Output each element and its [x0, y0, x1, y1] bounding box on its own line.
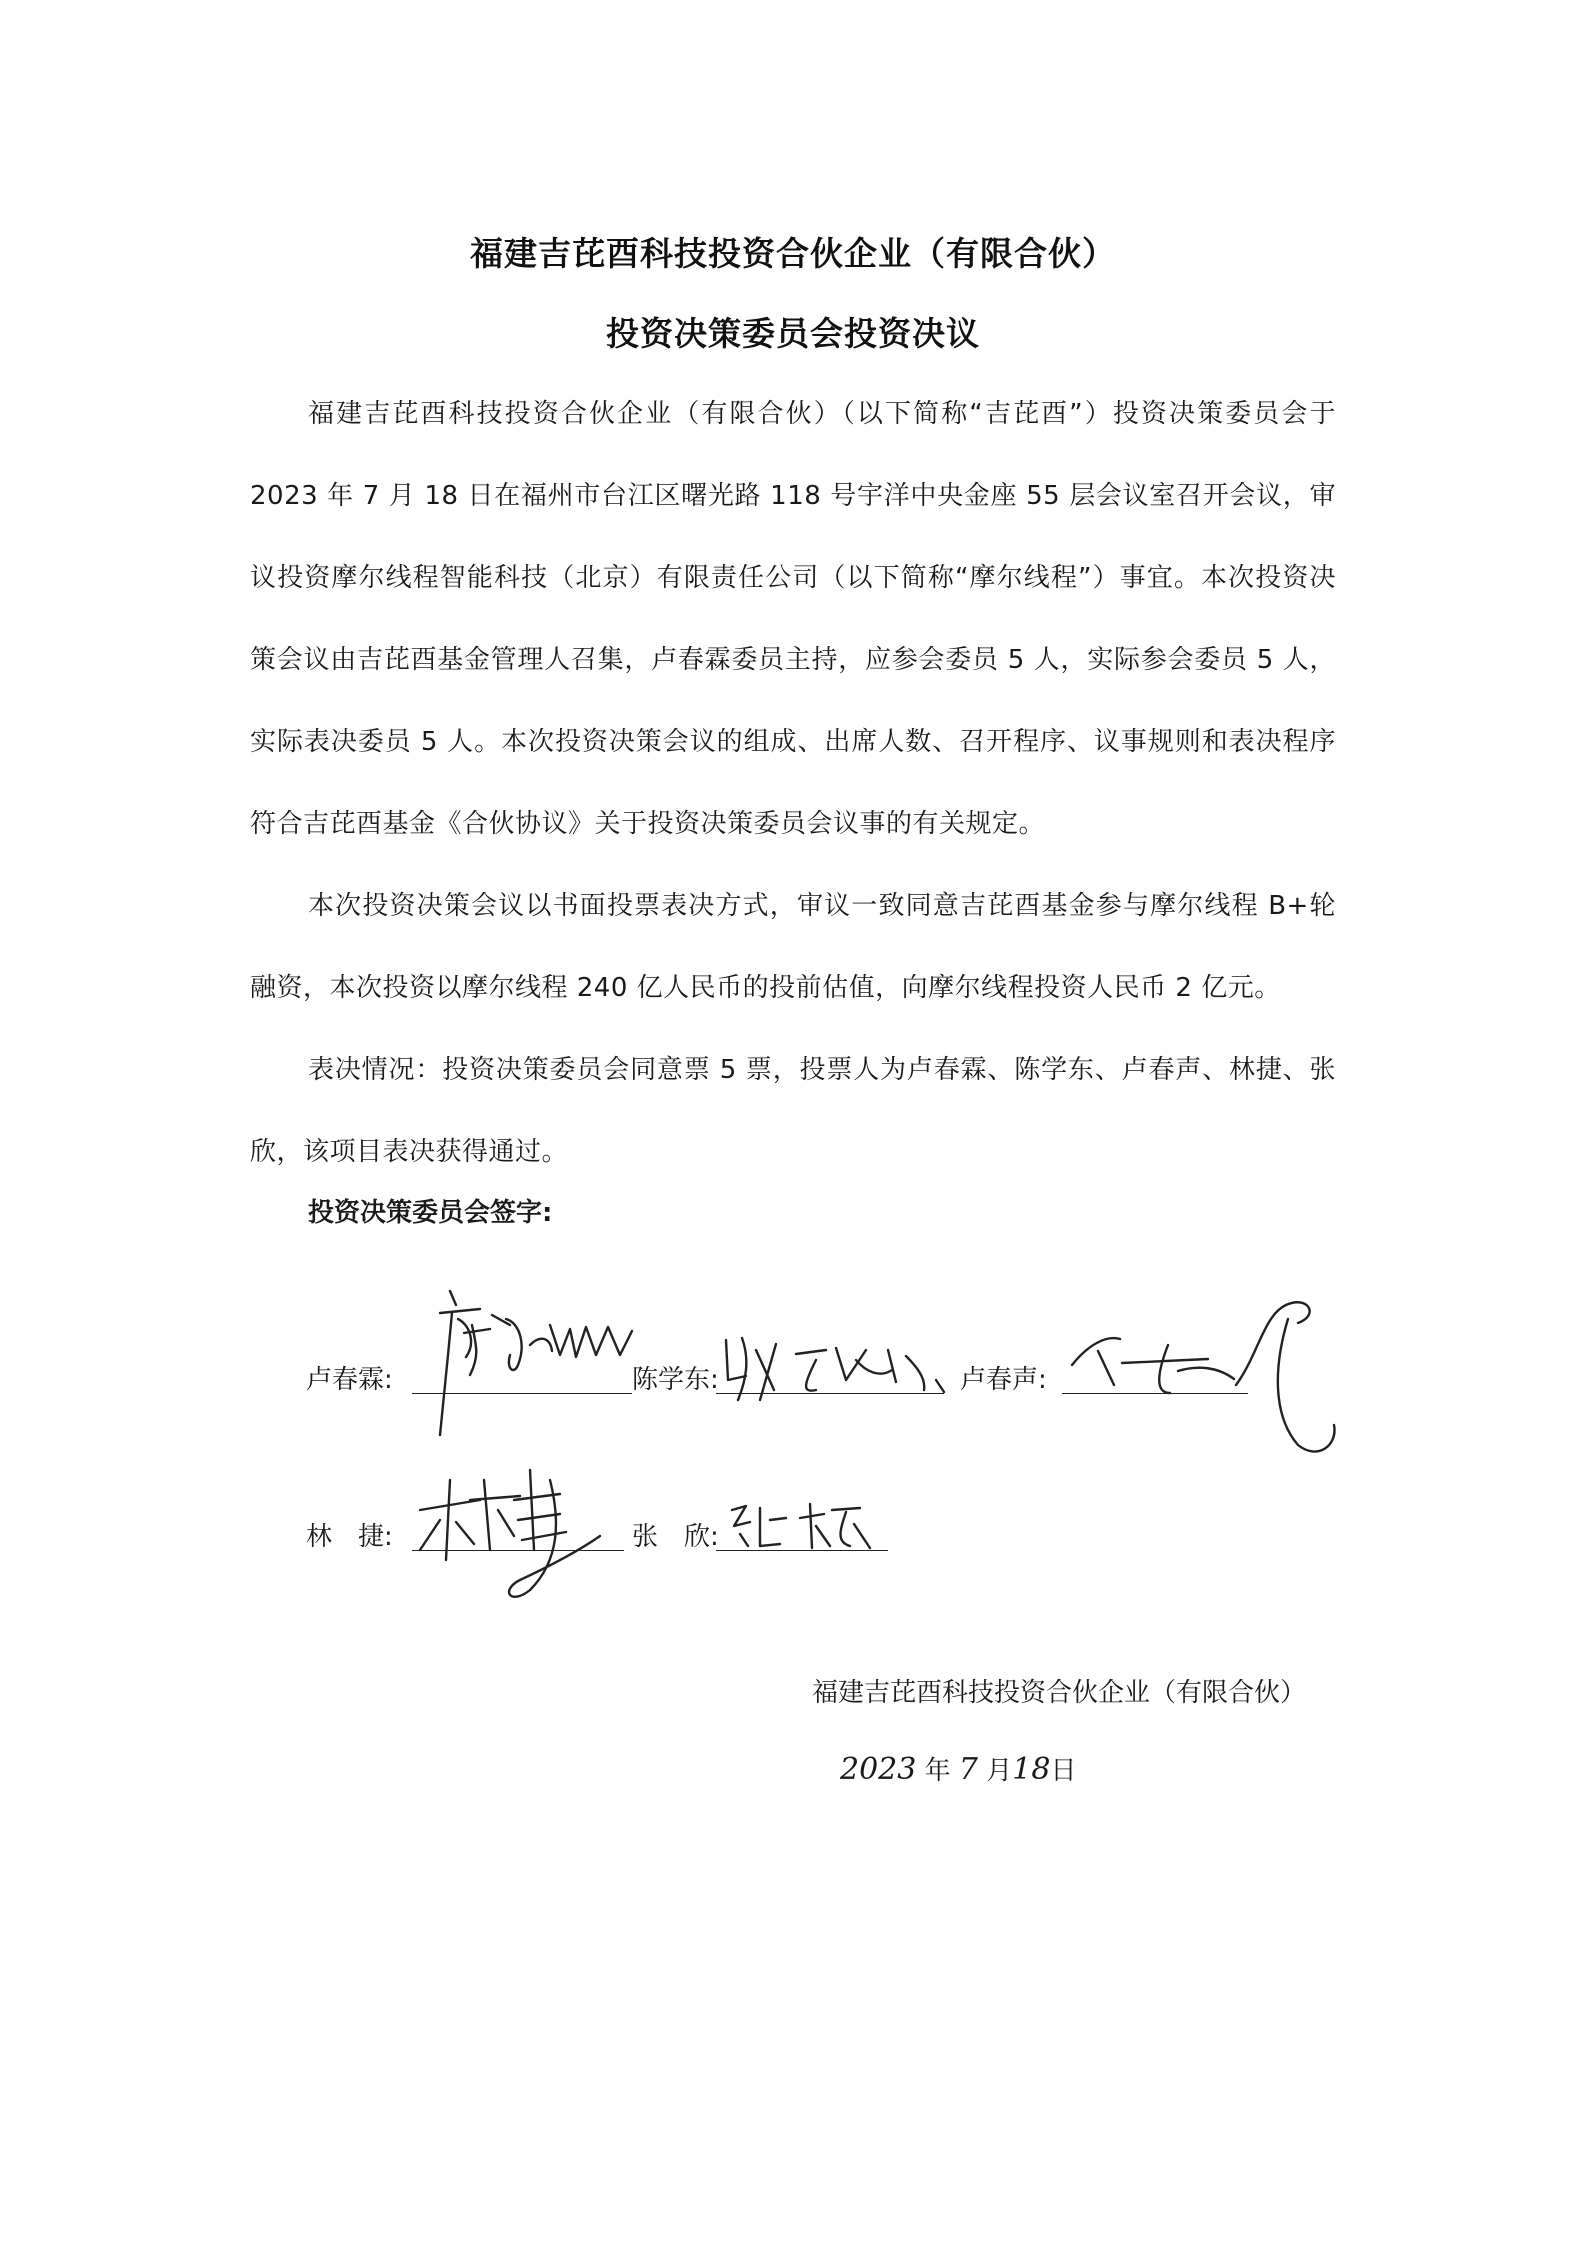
date-year: 2023 [840, 1752, 917, 1787]
signature-chen-xuedong [716, 1320, 966, 1430]
paragraph-meeting-details: 福建吉芘酉科技投资合伙企业（有限合伙）（以下简称“吉芘酉”）投资决策委员会于 2023 年 7 月 18 日在福州市台江区曙光路 118 号宇洋中央金座 55 层会议室召开会议，审议投资摩尔线程智能科技（北京）有限责任公司（以下简称“摩尔线程”）事宜。本次投资决策会议由吉芘酉基金管理人召集，卢春霖委员主持，应参会委员 5 人，实际参会委员 5 人，实际表决委员 5 人。本次投资决策会议的组成、出席人数、召开程序、议事规则和表决程序符合吉芘酉基金《合伙协议》关于投资决策委员会议事的有关规定。 [250, 399, 1336, 839]
signer-label-zhang-xin: 张 欣: [632, 1522, 719, 1552]
document-subtitle: 投资决策委员会投资决议 [606, 314, 980, 353]
signature-zhang-xin [720, 1490, 900, 1560]
signature-heading: 投资决策委员会签字: [308, 1198, 553, 1228]
date-day-unit: 日 [1050, 1756, 1077, 1786]
date-month: 7 [958, 1752, 978, 1787]
signer-label-lu-chunlin: 卢春霖: [306, 1365, 393, 1395]
signer-label-chen-xuedong: 陈学东: [632, 1365, 719, 1395]
footer-organization: 福建吉芘酉科技投资合伙企业（有限合伙） [812, 1678, 1307, 1708]
date-year-unit: 年 [924, 1756, 951, 1786]
signer-label-lu-chunsheng: 卢春声: [960, 1365, 1047, 1395]
footer-date [840, 1750, 1076, 1791]
signature-lin-jie [410, 1440, 650, 1610]
document-title: 福建吉芘酉科技投资合伙企业（有限合伙） [470, 234, 1116, 273]
signer-label-lin-jie: 林 捷: [306, 1522, 393, 1552]
date-day: 18 [1012, 1752, 1051, 1787]
date-month-unit: 月 [986, 1756, 1013, 1786]
paragraph-vote-result: 表决情况：投资决策委员会同意票 5 票，投票人为卢春霖、陈学东、卢春声、林捷、张欣，该项目表决获得通过。 [250, 1055, 1336, 1167]
paragraph-resolution: 本次投资决策会议以书面投票表决方式，审议一致同意吉芘酉基金参与摩尔线程 B+轮融资，本次投资以摩尔线程 240 亿人民币的投前估值，向摩尔线程投资人民币 2 亿元。 [250, 891, 1336, 1003]
signature-lu-chunsheng [1058, 1275, 1358, 1475]
